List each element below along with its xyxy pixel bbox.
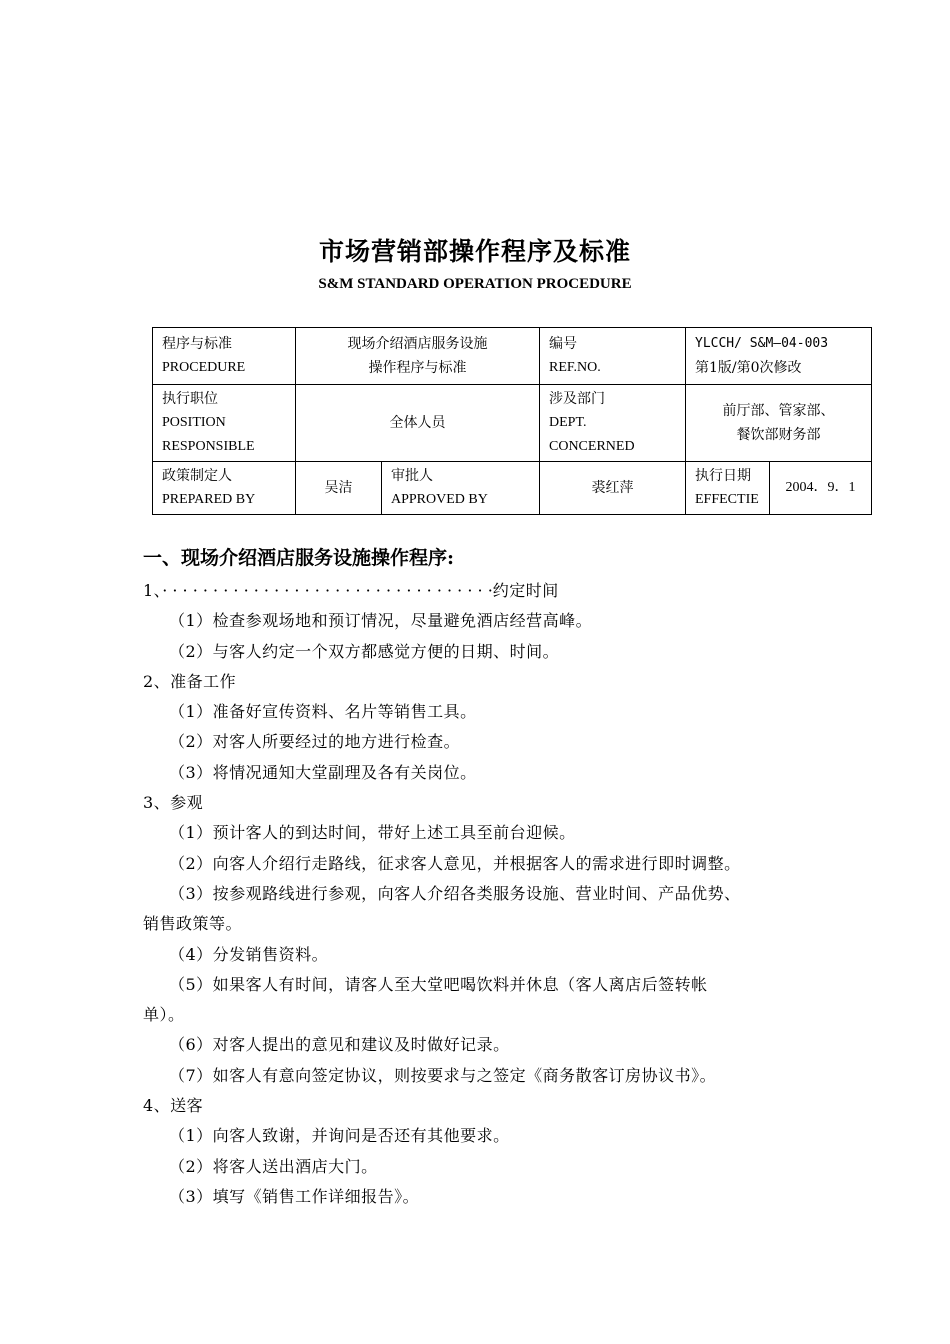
- ref-label: [540, 328, 686, 385]
- step-1-dots: · · · · · · · · · · · · · · · · · · · · · · · · · · · · · · · · ·: [162, 581, 493, 600]
- procedure-value-line1: 现场介绍酒店服务设施: [347, 336, 488, 352]
- position-label-en2: RESPONSIBLE: [162, 439, 255, 454]
- prepared-label: [153, 462, 296, 515]
- prepared-value: 吴洁: [296, 462, 382, 515]
- position-label-en1: POSITION: [162, 415, 226, 430]
- step-3-heading: 3、参观: [143, 793, 204, 813]
- step-1-number: 1、: [143, 581, 163, 600]
- dept-value-line2: 餐饮部财务部: [736, 427, 821, 443]
- list-item-continuation: 单）。: [143, 1005, 185, 1025]
- list-item-continuation: 销售政策等。: [143, 914, 243, 934]
- position-value: 全体人员: [296, 385, 540, 462]
- ref-value-line1: YLCCH/ S&M—04-003: [695, 336, 829, 351]
- list-item: （4）分发销售资料。: [169, 944, 329, 964]
- approved-label-en: APPROVED BY: [391, 492, 488, 507]
- prepared-label-en: PREPARED BY: [162, 492, 256, 507]
- procedure-label-en: PROCEDURE: [162, 360, 246, 375]
- dept-label-en1: DEPT.: [549, 415, 587, 430]
- procedure-value: [296, 328, 540, 385]
- list-item: （3）填写《销售工作详细报告》。: [169, 1186, 420, 1206]
- procedure-body: [143, 543, 863, 1212]
- procedure-label-cn: 程序与标准: [162, 336, 232, 352]
- effective-value: 2004．9．1: [770, 462, 872, 515]
- list-item: （3）将情况通知大堂副理及各有关岗位。: [169, 762, 477, 782]
- procedure-value-line2: 操作程序与标准: [368, 360, 467, 376]
- table-row: [153, 462, 872, 515]
- effective-label: [686, 462, 770, 515]
- ref-value: [686, 328, 872, 385]
- dept-value: [686, 385, 872, 462]
- page-subtitle: S&M STANDARD OPERATION PROCEDURE: [318, 276, 632, 292]
- ref-label-cn: 编号: [549, 336, 577, 352]
- ref-value-line2: 第1版/第0次修改: [695, 360, 802, 376]
- table-row: [153, 385, 872, 462]
- list-item: （2）与客人约定一个双方都感觉方便的日期、时间。: [169, 641, 560, 661]
- effective-label-cn: 执行日期: [695, 468, 751, 484]
- page-title: 市场营销部操作程序及标准: [318, 237, 631, 266]
- list-item: （1）预计客人的到达时间，带好上述工具至前台迎候。: [169, 823, 576, 843]
- list-item: （2）向客人介绍行走路线，征求客人意见，并根据客人的需求进行即时调整。: [169, 853, 741, 873]
- dept-value-line1: 前厅部、管家部、: [722, 403, 835, 419]
- dept-label-en2: CONCERNED: [549, 439, 635, 454]
- dept-label: [540, 385, 686, 462]
- effective-label-en: EFFECTIE: [695, 492, 759, 507]
- step-1-title: 约定时间: [492, 581, 559, 600]
- list-item: （1）向客人致谢，并询问是否还有其他要求。: [169, 1126, 510, 1146]
- ref-label-en: REF.NO.: [549, 360, 601, 375]
- position-label: [153, 385, 296, 462]
- procedure-label: [153, 328, 296, 385]
- step-4-heading: 4、送客: [143, 1096, 204, 1116]
- prepared-label-cn: 政策制定人: [162, 468, 232, 484]
- step-2-heading: 2、准备工作: [143, 671, 237, 691]
- list-item: （7）如客人有意向签定协议，则按要求与之签定《商务散客订房协议书》。: [169, 1065, 717, 1085]
- approved-label: [382, 462, 540, 515]
- section-heading: 一、现场介绍酒店服务设施操作程序:: [143, 547, 455, 569]
- list-item: （6）对客人提出的意见和建议及时做好记录。: [169, 1035, 510, 1055]
- list-item: （1）检查参观场地和预订情况，尽量避免酒店经营高峰。: [169, 611, 593, 631]
- procedure-info-table: [152, 327, 872, 515]
- list-item: （2）将客人送出酒店大门。: [169, 1156, 378, 1176]
- approved-value: 裘红萍: [540, 462, 686, 515]
- approved-label-cn: 审批人: [391, 468, 433, 484]
- step-1-heading: [143, 576, 863, 606]
- position-label-cn: 执行职位: [162, 391, 218, 407]
- list-item: （2）对客人所要经过的地方进行检查。: [169, 732, 461, 752]
- list-item: （3）按参观路线进行参观，向客人介绍各类服务设施、营业时间、产品优势、: [169, 883, 741, 903]
- table-row: [153, 328, 872, 385]
- dept-label-cn: 涉及部门: [549, 391, 605, 407]
- list-item: （1）准备好宣传资料、名片等销售工具。: [169, 702, 477, 722]
- list-item: （5）如果客人有时间，请客人至大堂吧喝饮料并休息（客人离店后签转帐: [169, 974, 708, 994]
